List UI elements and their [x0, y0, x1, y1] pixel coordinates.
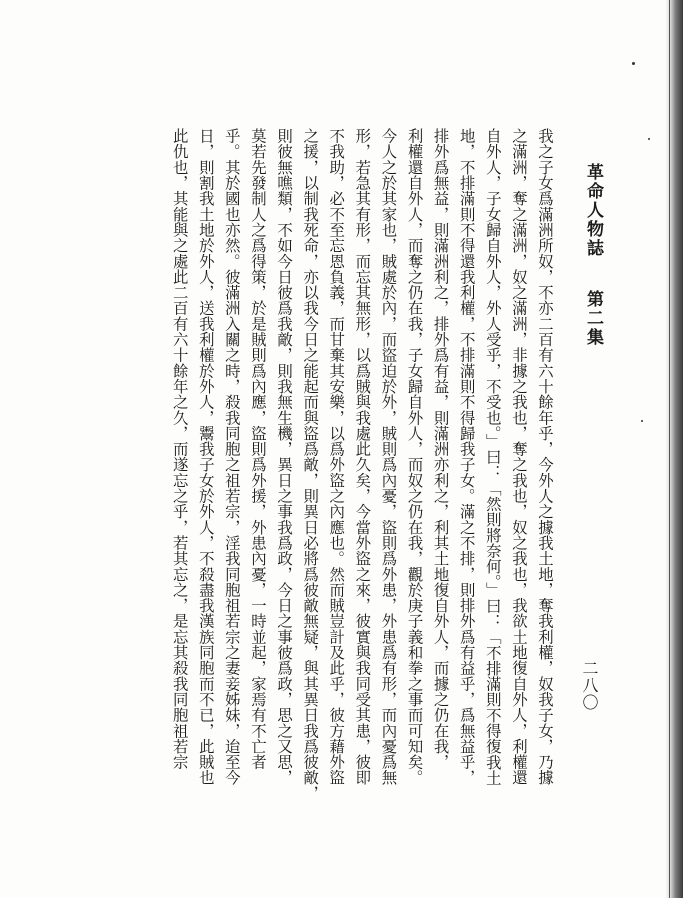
page-number: 二八〇 [580, 660, 599, 711]
text-column: 排外爲無益，則滿洲利之，排外爲有益，則滿洲亦利之，利其土地復自外人，而據之仍在我， [431, 128, 450, 770]
text-column: 不我助，必不至忘恩負義，而甘棄其安樂，以爲外盜之內應也。然而賊豈計及此乎，彼方藉外盜 [327, 128, 346, 786]
text-column: 莫若先發制人之爲得策，於是賊則爲內應，盜則爲外援，外患內憂，一時並起，家焉有不亡者 [248, 128, 267, 770]
scan-speck [632, 62, 635, 65]
text-column: 地，不排滿則不得還我利權，不排滿則不得歸我子女。滿之不排，則排外爲有益乎，爲無益乎， [457, 128, 476, 786]
text-column: 之滿洲，奪之滿洲，奴之滿洲，非據之我也，奪之我也，奴之我也，我欲土地復自外人，利權還 [509, 128, 528, 786]
text-column: 則彼無噍類，不如今日彼爲我敵，則我無生機，異日之事我爲政，今日之事彼爲政，思之又思， [275, 128, 294, 786]
text-column: 我之子女爲滿洲所奴，不亦二百有六十餘年乎，今外人之據我土地，奪我利權，奴我子女，乃據 [536, 128, 554, 786]
scan-border [665, 0, 683, 898]
running-title: 革命人物誌 [583, 163, 603, 258]
text-column: 乎。其於國也亦然。彼滿洲入關之時，殺我同胞之祖若宗，淫我同胞祖若宗之妻妾姊妹，迨至今 [222, 128, 241, 786]
running-volume: 第二集 [583, 290, 603, 347]
text-column: 形，若急其有形，而忘其無形，以爲賊與我處此久矣，今當外盜之來，彼實與我同受其患，彼即 [353, 128, 372, 786]
text-column: 自外人，子女歸自外人，外人受乎，不受也。」曰：「然則將奈何。」曰：「不排滿則不得復我土 [483, 128, 502, 786]
body-text [140, 128, 558, 868]
text-column: 利權還自外人，而奪之仍在我，子女歸自外人，而奴之仍在我，觀於庚子義和拳之事而可知矣。 [405, 128, 424, 786]
text-column: 此仇也，其能與之處此二百有六十餘年之久，而遂忘之乎，若其忘之，是忘其殺我同胞祖若宗 [170, 128, 189, 770]
scan-speck [641, 420, 643, 422]
text-column: 今人之於其家也，賊處於內，而盜迫於外，賊則爲內憂，盜則爲外患，外患爲有形，而內憂爲無 [379, 128, 398, 786]
text-column: 日，則割我土地於外人，送我利權於外人，鬻我子女於外人，不殺盡我漢族同胞而不已，此賊也 [196, 128, 215, 786]
text-column: 之援，以制我死命，亦以我今日之能起而與盜爲敵，則異日必將爲彼敵無疑，與其異日我爲彼敵， [301, 128, 320, 801]
scan-speck [648, 138, 650, 140]
